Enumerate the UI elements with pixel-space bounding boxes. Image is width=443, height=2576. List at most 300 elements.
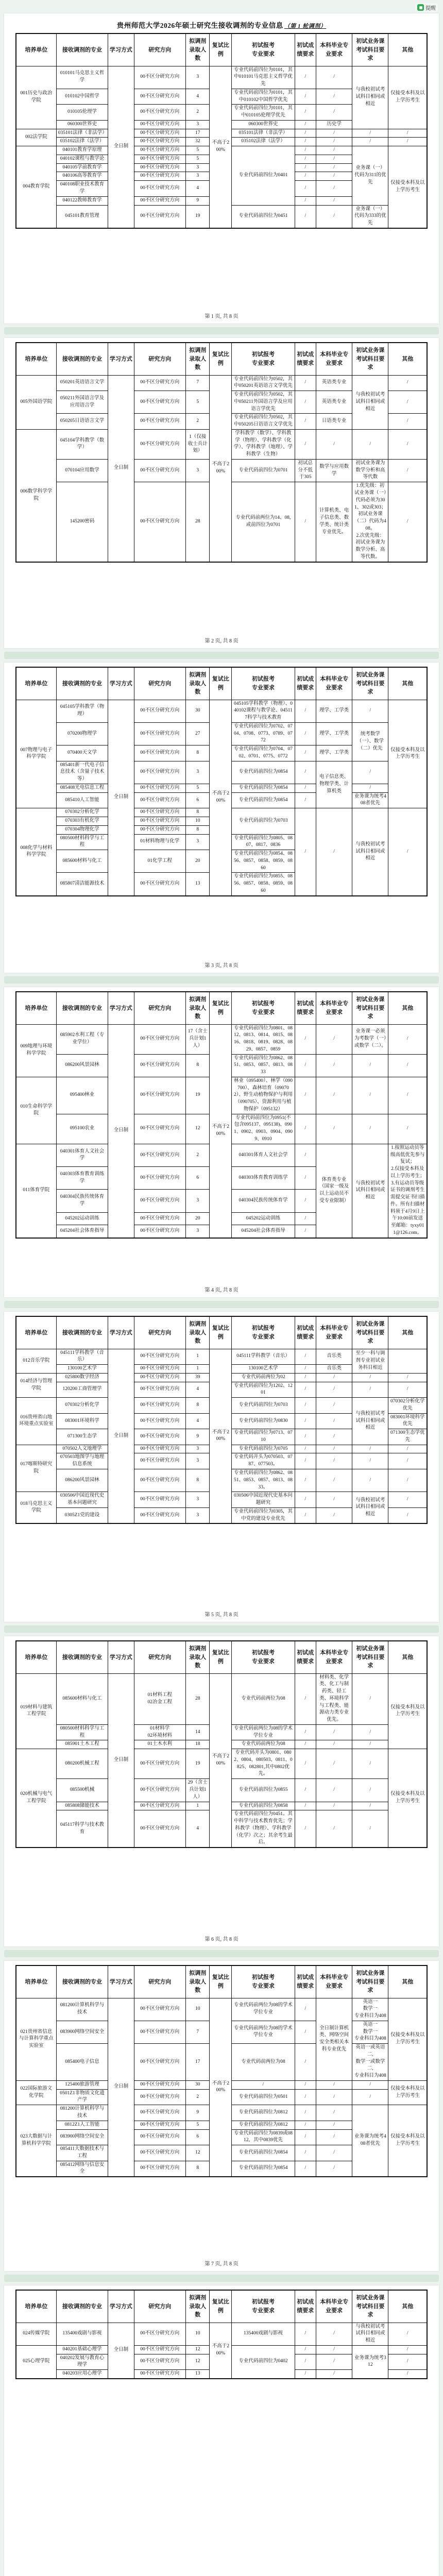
table-cell: / [316, 1469, 352, 1492]
table-cell: / [295, 155, 316, 163]
table-cell: / [316, 1724, 352, 1740]
table-cell: 不高于200% [210, 66, 232, 228]
table-cell: 3 [186, 1492, 210, 1508]
table-cell: 081200计算机科学与技术 [56, 2105, 108, 2121]
table-cell: 专业代码前四位为0855、0856、0857、0858、0859、0860 [232, 873, 295, 896]
table-cell: 30 [186, 700, 210, 722]
table-cell: 010102中国哲学 [56, 89, 108, 105]
column-header: 初试成绩要求 [295, 343, 316, 375]
table-cell: 00不区分研究方向 [134, 2345, 186, 2354]
table-cell: 专业代码前两位为08的学术学位专业 [232, 2021, 295, 2043]
table-cell: 040303体育教育训练学 [232, 1167, 295, 1190]
column-header: 初试业务课考试科目要求 [352, 2290, 388, 2323]
table-cell: 045105学科教学（物理）、040102课程与教学论、045117科学与技术教育 [232, 700, 295, 722]
table-cell: / [316, 146, 352, 155]
table-cell: 专业代码前四位为0705 [232, 1445, 295, 1453]
table-cell: 3 [186, 1453, 210, 1469]
table-cell: / [388, 482, 427, 562]
table-cell: 3 [186, 1225, 210, 1238]
table-cell: 145200密码 [56, 482, 108, 562]
table-cell: 095100农业 [56, 1114, 108, 1144]
table-cell: 00不区分研究方向 [134, 1779, 186, 1802]
table-cell: 01土木水利 [134, 1740, 186, 1749]
table-cell: / [295, 2323, 316, 2345]
table-cell: / [316, 1492, 352, 1508]
column-header: 接收调剂的专业 [56, 1316, 108, 1349]
floating-badge[interactable] [415, 3, 438, 12]
table-cell: 3 [186, 172, 210, 181]
table-cell: 与我校初试考试科目相同或相近 [352, 375, 388, 429]
table-cell: 083001环境科学优先 [388, 1413, 427, 1429]
adjustment-table-page-4 [15, 991, 428, 1239]
table-cell: 045111学科教学（音乐） [56, 1349, 108, 1365]
table-cell: 023大数据与计算机科学学院 [16, 2105, 56, 2177]
table-cell: 00不区分研究方向 [134, 2105, 186, 2121]
table-cell: 00不区分研究方向 [134, 817, 186, 825]
table-cell: 1 [186, 1802, 210, 1810]
table-cell: 005外国语学院 [16, 375, 56, 429]
column-header: 复试比例 [210, 1965, 232, 1998]
table-cell: 全日制 [108, 700, 134, 896]
table-cell: 19 [186, 205, 210, 228]
table-cell: 6 [186, 1167, 210, 1190]
table-cell: / [352, 1373, 388, 1382]
table-cell: / [295, 163, 316, 172]
table-cell: 全日制计算机类、网络空间安全类相关本科专业优先 [316, 1998, 352, 2080]
table-cell: / [352, 1445, 388, 1453]
table-cell: / [295, 1144, 316, 1166]
table-cell: 29（含士兵计划1人） [186, 1779, 210, 1802]
table-cell: 专业代码开头为0801、0802、0804、080503、0811、0825、082801,其中0802优先。 [232, 1749, 295, 1779]
table-cell: / [388, 1382, 427, 1398]
table-cell: 不高于200% [210, 1349, 232, 1523]
table-cell: 00不区分研究方向 [134, 1349, 186, 1365]
table-cell: / [352, 784, 388, 792]
table-cell: 与我校初试考试科目相同或相近 [352, 2323, 388, 2345]
table-cell: / [388, 429, 427, 459]
table-cell: 00不区分研究方向 [134, 66, 186, 89]
table-cell: 与我校初试考试科目相同或相近 [352, 1144, 388, 1238]
column-header: 接收调剂的专业 [56, 33, 108, 66]
table-cell: / [295, 2370, 316, 2379]
table-cell: 7 [186, 2021, 210, 2043]
table-cell: / [316, 2345, 352, 2354]
table-cell: 00不区分研究方向 [134, 155, 186, 163]
table-cell: 01化学工程 [134, 850, 186, 873]
table-cell: / [352, 1779, 388, 1802]
table-cell: / [352, 1802, 388, 1810]
table-cell: 050201英语语言文学 [56, 375, 108, 391]
table-cell: 英语类专业 [316, 375, 352, 391]
table-cell: / [316, 2089, 352, 2105]
table-cell: 135400戏剧与影视 [232, 2323, 295, 2345]
table-cell: / [316, 89, 352, 105]
table-cell: / [352, 1469, 388, 1492]
table-cell: 00不区分研究方向 [134, 2044, 186, 2081]
table-cell: / [295, 1802, 316, 1810]
table-cell: / [295, 129, 316, 138]
column-header: 其他 [388, 1641, 427, 1673]
table-cell: 材料类、化学类、化工与制药类、轻工类、环境科学与工程类、能源动力类专业优先。 [316, 1673, 352, 1724]
table-cell: 085901土木工程 [56, 1740, 108, 1749]
table-cell: / [295, 1724, 316, 1740]
table-cell: 专业代码前四位为0101，其中010102中国哲学优先 [232, 89, 295, 105]
table-cell: 8 [186, 2161, 210, 2177]
table-cell: 030506中国近现代史基本问题研究 [232, 1492, 295, 1508]
table-cell: / [352, 2080, 388, 2089]
table-cell: / [388, 1492, 427, 1508]
table-cell: 6 [186, 792, 210, 808]
table-cell: 021贵州省信息与计算科学重点实验室 [16, 1998, 56, 2080]
table-cell: 专业代码前四位为0402 [232, 2345, 295, 2379]
table-cell: 080500材料科学与工程 [56, 1724, 108, 1740]
table-cell: 全日制 [108, 1998, 134, 2177]
table-cell: 00不区分研究方向 [134, 459, 186, 482]
table-cell: / [352, 1810, 388, 1848]
column-header: 初试成绩要求 [295, 1965, 316, 1998]
column-header: 接收调剂的专业 [56, 1641, 108, 1673]
table-cell: 008化学与材料科学学院 [16, 808, 56, 896]
table-cell: 085400电子信息 [56, 2044, 108, 2081]
column-header: 复试比例 [210, 2290, 232, 2323]
reminder-icon [417, 4, 424, 11]
table-cell: 8 [186, 1469, 210, 1492]
column-header: 复试比例 [210, 33, 232, 66]
table-cell: 045204社会体育指导 [232, 1225, 295, 1238]
table-cell: 00不区分研究方向 [134, 2121, 186, 2129]
table-cell: 6 [186, 2129, 210, 2145]
table-cell: 00不区分研究方向 [134, 722, 186, 745]
table-cell: / [295, 89, 316, 105]
table-cell: 专业代码前四位为0855 [232, 1779, 295, 1802]
table-cell: / [316, 155, 352, 163]
table-cell: 历史学 [316, 120, 352, 129]
table-cell: 035102法律（法学） [232, 138, 295, 146]
table-cell: 17 [186, 2044, 210, 2081]
table-cell: 050211外国语言学及应用语言学 [56, 391, 108, 414]
column-header: 培养单位 [16, 2290, 56, 2323]
column-header: 本科毕业专业要求 [316, 343, 352, 375]
table-cell: / [295, 1673, 316, 1724]
table-cell [388, 1349, 427, 1373]
table-cell: / [352, 1382, 388, 1398]
table-row [16, 1673, 427, 1724]
table-cell: / [316, 2354, 352, 2370]
table-cell: / [316, 2105, 352, 2121]
table-cell: 070302分析化学 [56, 808, 108, 817]
table-cell: / [352, 1749, 388, 1779]
table-cell: 010101马克思主义哲学 [56, 66, 108, 89]
column-header: 本科毕业专业要求 [316, 992, 352, 1024]
adjustment-table-page-7 [15, 1965, 428, 2177]
column-header: 研究方向 [134, 992, 186, 1024]
table-cell: 8 [186, 1054, 210, 1077]
table-cell: 13 [186, 2370, 210, 2379]
page-separator [4, 976, 439, 984]
table-cell: 不高于200% [210, 2323, 232, 2379]
table-cell: / [295, 2080, 316, 2089]
table-cell: 3 [186, 1190, 210, 1212]
table-cell: / [388, 414, 427, 430]
table-cell: 仅接受本科及以上学历考生 [388, 146, 427, 228]
table-cell: 00不区分研究方向 [134, 1382, 186, 1398]
table-cell: 00不区分研究方向 [134, 2145, 186, 2161]
table-cell: 3 [186, 120, 210, 129]
table-cell: 10 [186, 1998, 210, 2021]
table-cell: 专业代码前两位为08的学术学位专业 [232, 1724, 295, 1740]
table-cell: 135400戏剧与影视 [56, 2323, 108, 2345]
table-cell: 020机械与电气工程学院 [16, 1749, 56, 1848]
table-cell: 00不区分研究方向 [134, 1190, 186, 1212]
table-cell: / [295, 1429, 316, 1445]
table-cell: 5 [186, 391, 210, 414]
table-cell: / [295, 2354, 316, 2370]
table-cell: 00不区分研究方向 [134, 1212, 186, 1225]
table-cell: 00不区分研究方向 [134, 1054, 186, 1077]
table-cell: 专业代码前四位为0854 [232, 784, 295, 792]
table-cell: 2 [186, 414, 210, 430]
table-cell: 4 [186, 1382, 210, 1398]
table-cell: 045117科学与技术教育 [56, 1810, 108, 1848]
table-cell: 至少一科与调剂专业初试业务科目相近 [352, 1349, 388, 1373]
table-cell: 017喀斯特研究院 [16, 1445, 56, 1492]
table-cell: / [295, 2129, 316, 2145]
table-cell: / [316, 2129, 352, 2145]
column-header: 研究方向 [134, 343, 186, 375]
column-header: 本科毕业专业要求 [316, 33, 352, 66]
table-cell: 00不区分研究方向 [134, 120, 186, 129]
table-row [16, 700, 427, 722]
table-cell: 040201基础心理学 [56, 2345, 108, 2354]
table-cell: / [316, 196, 352, 205]
table-cell: 010105伦理学 [56, 105, 108, 121]
table-cell: / [295, 66, 316, 89]
table-cell: 080500材料科学与工程 [56, 834, 108, 850]
table-cell: 007物理与电子科学学院 [16, 700, 56, 808]
column-header: 初试报考 专业要求 [232, 343, 295, 375]
adjustment-table-page-3 [15, 667, 428, 896]
table-cell: 00不区分研究方向 [134, 375, 186, 391]
adjustment-table-page-1 [15, 33, 428, 229]
table-cell: 8 [186, 825, 210, 834]
column-header: 学习方式 [108, 33, 134, 66]
table-cell: / [316, 1740, 352, 1749]
table-cell: 全日制 [108, 2323, 134, 2379]
header-row [16, 33, 427, 66]
table-cell: 00不区分研究方向 [134, 172, 186, 181]
table-cell: 与我校初试考试科目相同或相近 [352, 1492, 388, 1524]
table-row [16, 375, 427, 391]
table-cell: 00不区分研究方向 [134, 792, 186, 808]
table-cell: / [295, 1373, 316, 1382]
table-cell: 仅接受本科及以上学历考生 [388, 700, 427, 808]
table-cell: 2 [186, 105, 210, 121]
table-cell: 085902水利工程（专业学位） [56, 1024, 108, 1054]
table-cell: 024传媒学院 [16, 2323, 56, 2345]
table-cell: / [352, 1740, 388, 1749]
table-cell: 00不区分研究方向 [134, 163, 186, 172]
table-cell: 085410人工智能 [56, 792, 108, 808]
table-cell: / [316, 1114, 352, 1144]
table-cell: 070104应用数学 [56, 459, 108, 482]
table-cell: 专业代码前四位为0704、0702、0701、0775、0772 [232, 745, 295, 761]
table-cell: 045204社会体育指导 [56, 1225, 108, 1238]
table-cell: 12 [186, 2354, 210, 2370]
table-cell: 7 [186, 375, 210, 391]
table-cell: 专业代码前两位为02 [232, 1373, 295, 1382]
page-footer: 第 6 页, 共 8 页 [205, 1937, 238, 1942]
table-cell: / [316, 1077, 352, 1114]
table-cell: 业务课一必须为考数学（一）或数学（二）。 [352, 1024, 388, 1054]
table-cell: 17 [186, 129, 210, 138]
table-cell: 理学、工学类 [316, 700, 352, 722]
table-cell: 与我校初试考试科目相同或相近 [352, 1398, 388, 1445]
table-cell: / [316, 2323, 352, 2345]
table-cell: 00不区分研究方向 [134, 1144, 186, 1166]
column-header: 初试成绩要求 [295, 2290, 316, 2323]
table-cell: 专业代码前四位为1202、1201 [232, 1382, 295, 1398]
column-header: 初试成绩要求 [295, 33, 316, 66]
table-cell: / [295, 1349, 316, 1365]
title-main: 贵州师范大学2026年硕士研究生接收调剂的专业信息 [116, 22, 283, 29]
table-cell: 00不区分研究方向 [134, 825, 186, 834]
column-header: 学习方式 [108, 667, 134, 700]
table-cell: 3 [186, 1445, 210, 1453]
table-cell: 00不区分研究方向 [134, 784, 186, 792]
table-cell: / [295, 745, 316, 761]
table-cell: / [295, 808, 316, 896]
table-cell: / [295, 2161, 316, 2177]
table-cell: 17（含士兵计划1人） [186, 1024, 210, 1054]
table-cell: 040301体育人文社会学 [56, 1144, 108, 1166]
column-header: 初试成绩要求 [295, 992, 316, 1024]
badge-label: 提醒 [425, 6, 436, 11]
table-cell: 4 [186, 1413, 210, 1429]
header-row [16, 1965, 427, 1998]
table-cell: 统考数学（一）、数学（二）优先 [352, 722, 388, 761]
table-cell: 12 [186, 1114, 210, 1144]
table-cell: 1（仅接收士兵计划） [186, 429, 210, 459]
table-cell: 019材料与建筑工程学院 [16, 1673, 56, 1749]
table-cell: / [295, 1054, 316, 1077]
table-cell: 专业代码前四位为0502，其中050211外国语言学及应用语言学优先 [232, 391, 295, 414]
table-cell: 4 [186, 89, 210, 105]
table-cell: / [295, 1190, 316, 1212]
table-cell: 095400林业 [56, 1077, 108, 1114]
column-header: 初试报考 专业要求 [232, 992, 295, 1024]
table-cell: 060300世界史 [232, 120, 295, 129]
table-cell: / [316, 163, 352, 172]
column-header: 初试报考 专业要求 [232, 1641, 295, 1673]
table-cell: / [295, 172, 316, 181]
table-cell: 理学、工学类 [316, 745, 352, 761]
header-row [16, 2290, 427, 2323]
table-cell: 不高于200% [210, 1024, 232, 1238]
table-cell: / [352, 1077, 388, 1114]
table-cell: 00不区分研究方向 [134, 1114, 186, 1144]
table-cell: 全日制 [108, 66, 134, 228]
table-cell: / [295, 1382, 316, 1398]
table-cell: 专业代码前四位为0951(不包含095137、095138)、0901、0902、0903、0904、0909、0910 [232, 1114, 295, 1144]
table-cell: 专业代码前两位为08的学术学位专业 [232, 1998, 295, 2021]
table-cell: 040122教师教育学 [56, 196, 108, 205]
table-cell: / [295, 1114, 316, 1144]
table-cell: 全日制 [108, 375, 134, 562]
column-header: 培养单位 [16, 1641, 56, 1673]
table-cell: 085807清洁能源技术 [56, 873, 108, 896]
table-cell: / [295, 2145, 316, 2161]
table-cell: 5 [186, 784, 210, 792]
table-cell: 00不区分研究方向 [134, 873, 186, 896]
table-cell: / [388, 129, 427, 138]
table-cell: / [295, 391, 316, 414]
table-cell: 070304物理化学 [56, 825, 108, 834]
table-cell: / [352, 2089, 388, 2105]
table-cell: 20 [186, 850, 210, 873]
column-header: 初试成绩要求 [295, 1641, 316, 1673]
table-cell: 20 [186, 1212, 210, 1225]
table-cell: / [388, 1445, 427, 1453]
table-cell: / [295, 1469, 316, 1492]
table-cell: 不高于200% [210, 1673, 232, 1848]
column-header: 本科毕业专业要求 [316, 667, 352, 700]
column-header: 初试业务课考试科目要求 [352, 33, 388, 66]
table-cell: 初试总分不低于305 [295, 459, 316, 482]
table-cell: 0501Z1非物质文化遗产学 [56, 2089, 108, 2105]
table-cell: / [295, 1413, 316, 1429]
column-header: 接收调剂的专业 [56, 343, 108, 375]
table-cell: 1 [186, 1349, 210, 1365]
table-cell: 040301体育人文社会学 [232, 1144, 295, 1166]
page-2 [4, 338, 439, 648]
column-header: 研究方向 [134, 1316, 186, 1349]
table-cell: 体育类专业（国家一级及以上运动员不受专业限制） [316, 1144, 352, 1238]
table-cell: 专业代码前四位为0854 [232, 2145, 295, 2161]
table-cell: 085408光电信息工程 [56, 784, 108, 792]
table-cell: / [316, 429, 352, 459]
table-cell: 19 [186, 1077, 210, 1114]
table-cell: 083900网络空间安全 [56, 2129, 108, 2145]
table-cell: 专业代码前两位为08 [232, 1673, 295, 1724]
table-cell: 专业代码前四位为0502，其中050201英语语言文学优先 [232, 375, 295, 391]
table-cell: 仅接受本科及以上学历考生 [388, 66, 427, 129]
table-cell: 00不区分研究方向 [134, 1365, 186, 1374]
column-header: 拟调剂录取人数 [186, 33, 210, 66]
table-cell: / [316, 1373, 352, 1382]
table-cell: 011体育学院 [16, 1144, 56, 1238]
table-cell: / [316, 1054, 352, 1077]
table-cell: 085412网络与信息安全 [56, 2161, 108, 2177]
table-cell: / [388, 808, 427, 896]
table-cell: / [388, 1077, 427, 1114]
table-cell: 5 [186, 155, 210, 163]
table-cell: / [388, 1054, 427, 1077]
table-cell: 045202运动训练 [232, 1212, 295, 1225]
table-cell: 00不区分研究方向 [134, 1453, 186, 1469]
table-cell: 035102法律（法学） [56, 138, 108, 146]
table-cell: 专业代码前四位为0501 [232, 2089, 295, 2105]
table-cell: 060300世界史 [56, 120, 108, 129]
table-cell: 专业代码前四位为0812 [232, 2105, 295, 2121]
table-cell: 仅接受本科及以上学历考生 [388, 2105, 427, 2177]
page-separator [4, 2275, 439, 2282]
page-1 [4, 13, 439, 324]
table-cell: / [295, 1077, 316, 1114]
table-cell: 00不区分研究方向 [134, 761, 186, 784]
column-header: 培养单位 [16, 33, 56, 66]
table-cell: 018马克思主义学院 [16, 1492, 56, 1524]
table-cell: 13 [186, 873, 210, 896]
